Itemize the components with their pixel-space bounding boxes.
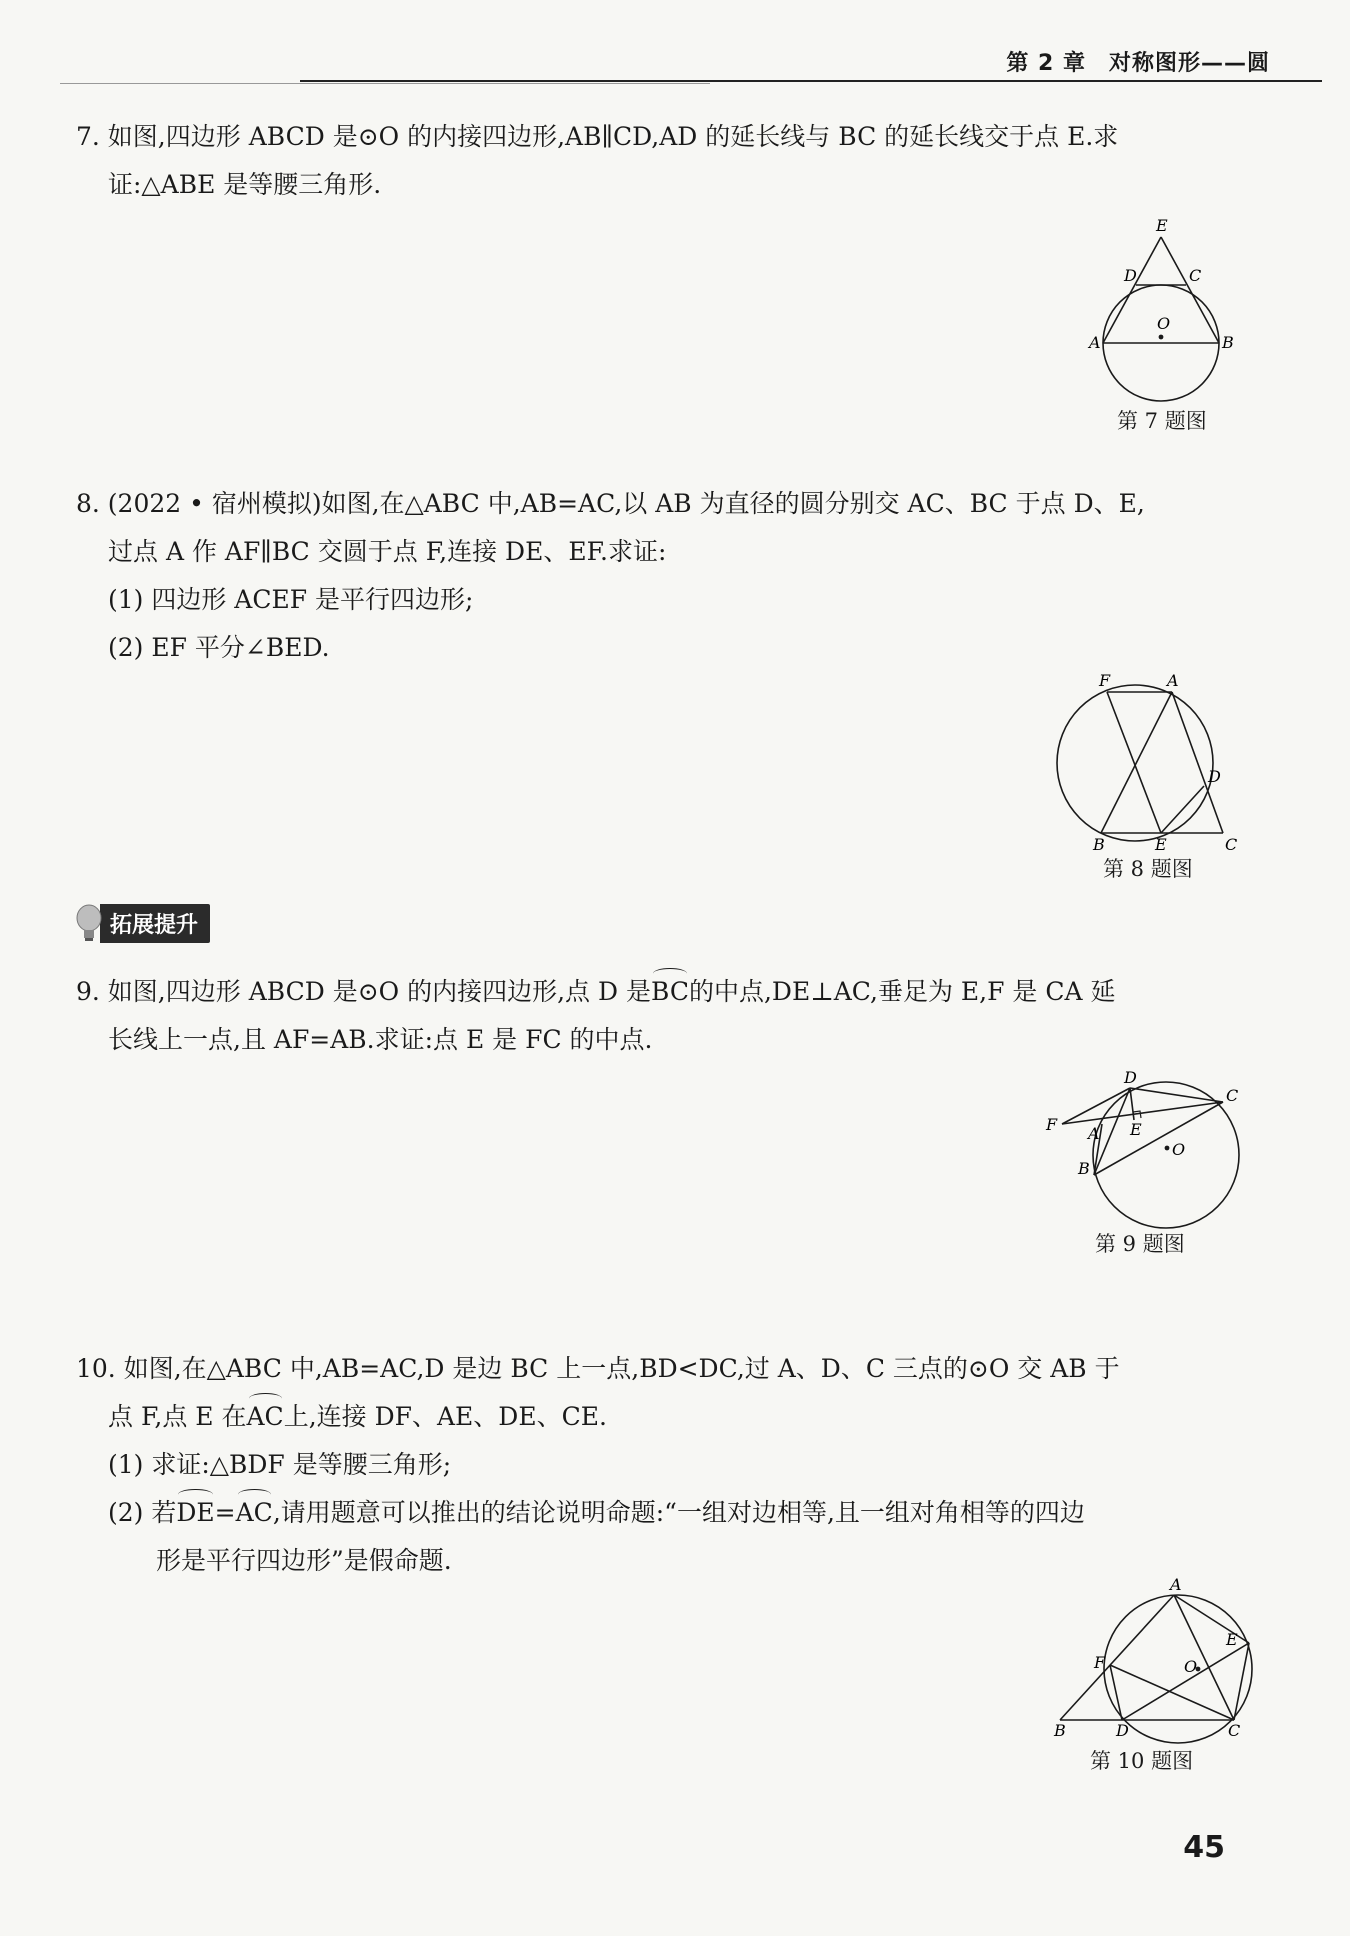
fig10-label-a: A [1170,1575,1182,1594]
fig9-label-b: B [1078,1159,1090,1178]
question-10-part-2-line-2: 形是平行四边形”是假命题. [156,1546,452,1575]
question-10-part-2-end: ,请用题意可以推出的结论说明命题:“一组对边相等,且一组对角相等的四边 [272,1498,1085,1527]
question-10-line-2-end: 上,连接 DF、AE、DE、CE. [283,1402,607,1431]
figure-8-diagram [1055,670,1245,854]
fig7-label-c: C [1189,266,1202,285]
section-badge [74,903,210,943]
fig9-label-a: A [1088,1124,1100,1143]
arc-ac-2: AC [236,1489,273,1537]
figure-9-caption: 第 9 题图 [1095,1232,1185,1256]
question-7 [76,113,1246,209]
question-10-line-2 [76,1393,1246,1441]
fig10-label-e: E [1226,1630,1238,1649]
fig8-label-d: D [1208,767,1221,786]
figure-8-caption: 第 8 题图 [1103,857,1193,881]
figure-9-diagram [1040,1063,1240,1233]
arc-de: DE [176,1489,214,1537]
figure-7-caption: 第 7 题图 [1117,409,1207,433]
question-9-line-1-end: 的中点,DE⊥AC,垂足为 E,F 是 CA 延 [688,977,1116,1006]
question-7-line-2: 证:△ABE 是等腰三角形. [108,170,382,199]
fig7-label-o: O [1157,314,1171,333]
fig8-label-a: A [1167,671,1179,690]
section-label: 拓展提升 [100,904,210,943]
fig10-label-b: B [1054,1721,1066,1740]
question-8-part-2: (2) EF 平分∠BED. [108,633,330,662]
question-10-part-1: (1) 求证:△BDF 是等腰三角形; [108,1450,452,1479]
question-10-part-2-start: (2) 若 [108,1498,177,1527]
question-10-part-2-equals: = [214,1498,236,1527]
arc-bc: BC [651,968,689,1016]
figure-9 [1040,1063,1240,1233]
fig9-label-c: C [1226,1086,1239,1105]
fig10-label-o: O [1184,1657,1198,1676]
question-7-line-1: 7. 如图,四边形 ABCD 是⊙O 的内接四边形,AB∥CD,AD 的延长线与 BC 的延长线交于点 E.求 [76,122,1119,151]
question-9-line-1-start: 9. 如图,四边形 ABCD 是⊙O 的内接四边形,点 D 是 [76,977,651,1006]
question-10 [76,1345,1246,1585]
question-8-part-1: (1) 四边形 ACEF 是平行四边形; [108,585,474,614]
page-number: 45 [1183,1830,1225,1865]
question-9-line-2: 长线上一点,且 AF=AB.求证:点 E 是 FC 的中点. [108,1025,653,1054]
figure-10 [1048,1575,1248,1745]
fig8-label-e: E [1155,835,1167,854]
question-10-part-2 [76,1489,1246,1537]
fig9-label-o: O [1172,1140,1186,1159]
fig7-label-e: E [1156,216,1168,235]
fig10-label-d: D [1116,1721,1129,1740]
fig10-label-c: C [1228,1721,1241,1740]
figure-10-caption: 第 10 题图 [1090,1749,1194,1773]
figure-10-diagram [1048,1575,1248,1745]
figure-7 [1080,215,1250,395]
fig8-label-c: C [1225,835,1238,854]
question-8-line-2: 过点 A 作 AF∥BC 交圆于点 F,连接 DE、EF.求证: [108,537,667,566]
fig7-label-b: B [1222,333,1234,352]
fig9-label-d: D [1124,1068,1137,1087]
chapter-header-title: 第 2 章 对称图形——圆 [1006,51,1270,76]
fig9-label-e: E [1130,1120,1142,1139]
figure-7-diagram [1080,215,1250,395]
question-10-line-1: 10. 如图,在△ABC 中,AB=AC,D 是边 BC 上一点,BD<DC,过 A、D、C 三点的⊙O 交 AB 于 [76,1354,1120,1383]
question-9 [76,968,1246,1064]
question-9-line-1 [76,968,1246,1016]
arc-ac: AC [247,1393,284,1441]
lightbulb-icon [74,903,104,943]
fig8-label-f: F [1099,671,1111,690]
fig10-label-f: F [1094,1653,1106,1672]
figure-8 [1055,670,1245,854]
question-8 [76,480,1246,672]
question-10-line-2-start: 点 F,点 E 在 [108,1402,247,1431]
fig7-label-d: D [1124,266,1137,285]
fig8-label-b: B [1093,835,1105,854]
fig7-label-a: A [1089,333,1101,352]
header-rule-thin [60,83,710,84]
question-8-line-1: 8. (2022 • 宿州模拟)如图,在△ABC 中,AB=AC,以 AB 为直径的圆分别交 AC、BC 于点 D、E, [76,489,1145,518]
fig9-label-f: F [1046,1115,1058,1134]
header-rule [300,80,1322,82]
